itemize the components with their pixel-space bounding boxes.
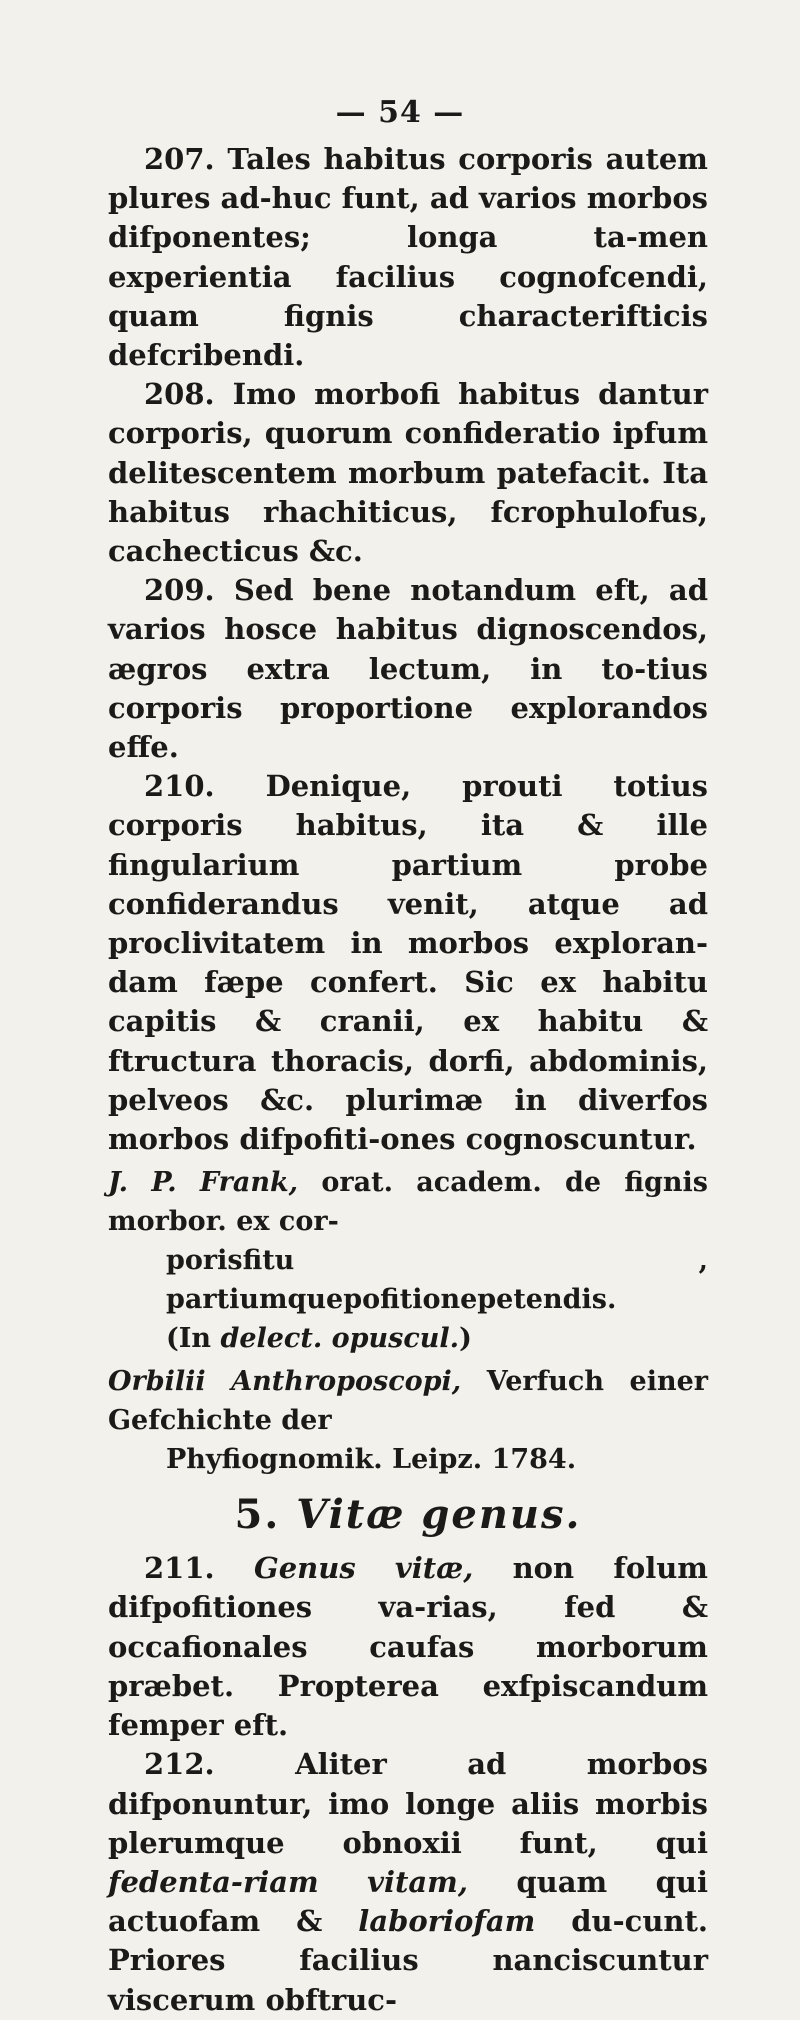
section-number: 5. xyxy=(234,1491,281,1539)
paragraph-text: quam qui actuofam & xyxy=(108,1864,708,1939)
paragraph-emphasis: fedenta-riam vitam, xyxy=(108,1864,468,1899)
paragraph-number: 207. xyxy=(144,142,215,176)
reference-orbilii xyxy=(108,1362,708,1479)
paragraph-209 xyxy=(108,571,708,767)
paragraph-207 xyxy=(108,140,708,375)
reference-frank xyxy=(108,1163,708,1358)
paragraph-number: 212. xyxy=(144,1747,215,1782)
paragraph-text: Aliter ad morbos difponuntur, imo longe aliis morbis plerumque obnoxii funt, qui xyxy=(108,1747,708,1860)
paragraph-210 xyxy=(108,767,708,1159)
reference-author: Orbilii Anthroposcopi, xyxy=(108,1366,462,1398)
reference-line xyxy=(108,1319,708,1358)
reference-paren: ) xyxy=(459,1323,472,1355)
reference-line: Phyfiognomik. Leipz. 1784. xyxy=(166,1444,577,1476)
reference-line: porisfitu , partiumquepofitionepetendis. xyxy=(166,1245,708,1316)
reference-title: delect. opuscul. xyxy=(220,1323,460,1355)
body-text xyxy=(108,140,708,2020)
paragraph-212 xyxy=(108,1745,708,2019)
reference-line: Verfuch einer Gefchichte der xyxy=(108,1366,708,1437)
paragraph-number: 208. xyxy=(144,377,215,412)
paragraph-text: Sed bene notandum eft, ad varios hosce habitus dignoscendos, ægros extra lectum, in to-tius corporis proportione explorandos effe. xyxy=(108,573,708,765)
reference-paren: (In xyxy=(166,1323,221,1355)
paragraph-number: 211. xyxy=(144,1551,215,1586)
section-title: Vitæ genus. xyxy=(296,1491,582,1539)
paragraph-text: Tales habitus corporis autem plures ad-huc funt, ad varios morbos difponentes; longa ta-men experientia facilius cognofcendi, quam fignis characterifticis defcribendi. xyxy=(108,142,708,373)
section-heading xyxy=(108,1485,708,1545)
paragraph-number: 209. xyxy=(144,573,215,608)
page-number: — 54 — xyxy=(335,95,465,130)
paragraph-211 xyxy=(108,1549,708,1745)
paragraph-lead: Genus vitæ, xyxy=(253,1551,474,1586)
paragraph-text: Denique, prouti totius corporis habitus, ita & ille fingularium partium probe confiderandus venit, atque ad proclivitatem in morbos exploran-dam fæpe confert. Sic ex habitu capitis & cranii, ex habitu & ftructura thoracis, dorfi, abdominis, pelveos &c. plurimæ in diverfos morbos difpofiti-ones cognoscuntur. xyxy=(108,769,708,1157)
paragraph-emphasis: laboriofam xyxy=(358,1904,536,1939)
reference-line: orat. academ. de fignis morbor. ex cor- xyxy=(108,1167,709,1238)
paragraph-text: du-cunt. Priores facilius nanciscuntur viscerum obftruc- xyxy=(108,1904,708,2017)
paragraph-text: non folum difpofitiones va-rias, fed & occafionales caufas morborum præbet. Propterea exfpiscandum femper eft. xyxy=(108,1551,708,1743)
paragraph-208 xyxy=(108,375,708,571)
paragraph-text: Imo morbofi habitus dantur corporis, quorum confideratio ipfum delitescentem morbum patefacit. Ita habitus rhachiticus, fcrophulofus, cachecticus &c. xyxy=(108,377,708,569)
reference-author: J. P. Frank, xyxy=(108,1167,299,1199)
paragraph-number: 210. xyxy=(144,769,215,804)
